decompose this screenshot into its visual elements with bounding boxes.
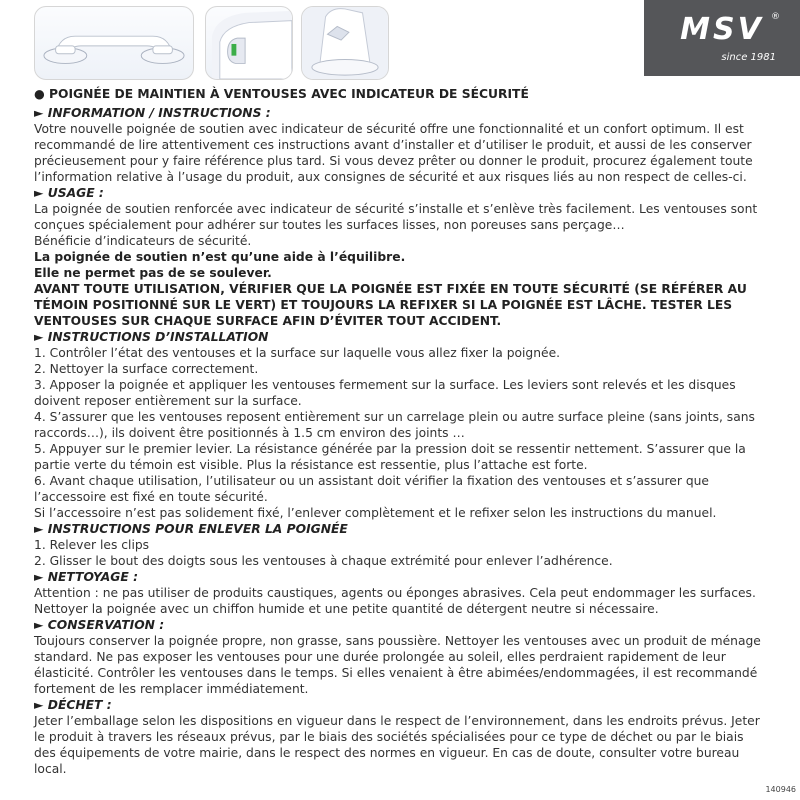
section-heading: ► CONSERVATION : <box>34 618 165 632</box>
indicator-closeup-image <box>205 6 293 80</box>
warning-text: Elle ne permet pas de se soulever. <box>34 266 272 280</box>
body-text: 6. Avant chaque utilisation, l’utilisateur ou un assistant doit vérifier la fixation des ventouses et s’assurer que l’accessoire est fixé en toute sécurité. <box>34 474 709 504</box>
body-text: Bénéficie d’indicateurs de sécurité. <box>34 234 252 248</box>
body-text: 2. Nettoyer la surface correctement. <box>34 362 259 376</box>
suction-cup-closeup-image <box>301 6 389 80</box>
handle-overview-image <box>34 6 194 80</box>
registered-mark: ® <box>771 12 780 22</box>
page-title: ● POIGNÉE DE MAINTIEN À VENTOUSES AVEC INDICATEUR DE SÉCURITÉ <box>34 87 529 101</box>
body-text: 5. Appuyer sur le premier levier. La résistance générée par la pression doit se ressentir nettement. S’assurer que la partie verte du témoin est visible. Plus la résistance est ressentie, plus l’attache est forte. <box>34 442 746 472</box>
body-text: Si l’accessoire n’est pas solidement fixé, l’enlever complètement et le refixer selon les instructions du manuel. <box>34 506 717 520</box>
sections <box>34 105 762 777</box>
body-text: Jeter l’emballage selon les dispositions en vigueur dans le respect de l’environnement, dans les endroits prévus. Jeter le produit à travers les réseaux prévus, par le biais des sociétés spécialisées pour ce type de déchet ou par le biais des équipements de votre mairie, dans le respect des normes en vigueur. En cas de doute, consulter votre bureau local. <box>34 714 760 776</box>
body-text: 1. Relever les clips <box>34 538 150 552</box>
section-heading: ► NETTOYAGE : <box>34 570 138 584</box>
section-heading: ► USAGE : <box>34 186 104 200</box>
brand-logo: MSV <box>680 12 764 47</box>
section-heading: ► DÉCHET : <box>34 698 112 712</box>
body-text: Toujours conserver la poignée propre, non grasse, sans poussière. Nettoyer les ventouses avec un produit de ménage standard. Ne pas exposer les ventouses pour une durée prolongée au soleil, elles perdraient rapidement de leur élasticité. Contrôler les ventouses dans le temps. Si elles venaient à être abimées/endommagées, il est recommandé fortement de les remplacer immédiatement. <box>34 634 761 696</box>
body-text: Votre nouvelle poignée de soutien avec indicateur de sécurité offre une fonctionnalité et un confort optimum. Il est recommandé de lire attentivement ces instructions avant d’installer et d’utiliser le produit, et aussi de les conserver précieusement pour y faire référence plus tard. Si vous devez prêter ou donner le produit, procurez également toute l’information relative à l’usage du produit, aux consignes de sécurité et aux risques liés au non respect de celles-ci. <box>34 122 753 184</box>
body-text: 2. Glisser le bout des doigts sous les ventouses à chaque extrémité pour enlever l’adhérence. <box>34 554 613 568</box>
body-text: Attention : ne pas utiliser de produits caustiques, agents ou éponges abrasives. Cela peut endommager les surfaces. Nettoyer la poignée avec un chiffon humide et une petite quantité de détergent neutre si nécessaire. <box>34 586 756 616</box>
warning-text: La poignée de soutien n’est qu’une aide à l’équilibre. <box>34 250 406 264</box>
warning-text: AVANT TOUTE UTILISATION, VÉRIFIER QUE LA POIGNÉE EST FIXÉE EN TOUTE SÉCURITÉ (SE RÉFÉRER AU TÉMOIN POSITIONNÉ SUR LE VERT) ET TOUJOURS LA REFIXER SI LA POIGNÉE EST LÂCHE. TESTER LES VENTOUSES SUR CHAQUE SURFACE AFIN D’ÉVITER TOUT ACCIDENT. <box>34 282 747 328</box>
brand-since: since 1981 <box>721 52 776 63</box>
section-heading: ► INSTRUCTIONS POUR ENLEVER LA POIGNÉE <box>34 522 348 536</box>
instructions-content <box>34 86 762 777</box>
reference-number: 140946 <box>765 785 796 794</box>
section-heading: ► INFORMATION / INSTRUCTIONS : <box>34 106 271 120</box>
body-text: 1. Contrôler l’état des ventouses et la surface sur laquelle vous allez fixer la poignée. <box>34 346 561 360</box>
body-text: La poignée de soutien renforcée avec indicateur de sécurité s’installe et s’enlève très facilement. Les ventouses sont conçues spécialement pour adhérer sur toutes les surfaces lisses, non poreuses sans perçage… <box>34 202 758 232</box>
body-text: 4. S’assurer que les ventouses reposent entièrement sur un carrelage plein ou autre surface pleine (sans joints, sans raccords…), ils doivent être positionnés à 1.5 cm environ des joints … <box>34 410 755 440</box>
body-text: 3. Apposer la poignée et appliquer les ventouses fermement sur la surface. Les leviers sont relevés et les disques doivent reposer entièrement sur la surface. <box>34 378 736 408</box>
section-heading: ► INSTRUCTIONS D’INSTALLATION <box>34 330 269 344</box>
brand-logo-block <box>644 0 800 76</box>
